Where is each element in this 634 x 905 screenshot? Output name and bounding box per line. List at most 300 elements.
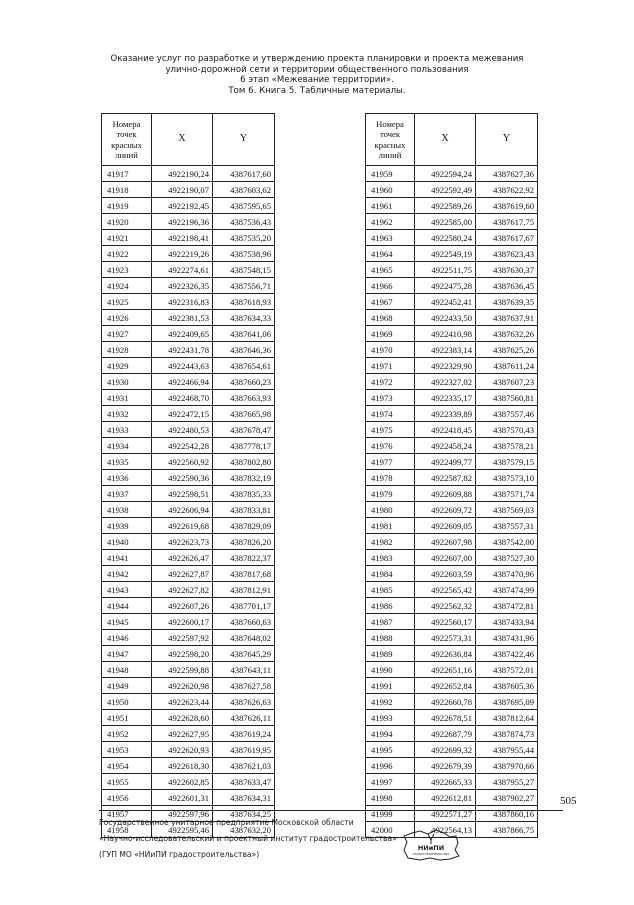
point-number-cell: 41992 <box>366 694 415 710</box>
point-number-cell: 41988 <box>366 630 415 646</box>
x-coordinate-cell: 4922329,90 <box>415 358 476 374</box>
point-number-cell: 41977 <box>366 454 415 470</box>
table-row <box>366 406 538 422</box>
table-row <box>102 646 275 662</box>
table-body-right <box>366 166 538 838</box>
x-coordinate-cell: 4922626,47 <box>152 550 213 566</box>
table-row <box>366 694 538 710</box>
point-number-cell: 41959 <box>366 166 415 182</box>
point-number-cell: 41939 <box>102 518 152 534</box>
x-coordinate-cell: 4922699,32 <box>415 742 476 758</box>
table-header-row <box>366 114 538 166</box>
point-number-cell: 41934 <box>102 438 152 454</box>
table-row <box>102 438 275 454</box>
point-number-cell: 41975 <box>366 422 415 438</box>
header-line-4: Том 6. Книга 5. Табличные материалы. <box>228 85 406 96</box>
x-coordinate-cell: 4922383,14 <box>415 342 476 358</box>
point-number-cell: 41954 <box>102 758 152 774</box>
table-row <box>102 550 275 566</box>
table-row <box>366 278 538 294</box>
point-number-cell: 41969 <box>366 326 415 342</box>
point-number-cell: 41985 <box>366 582 415 598</box>
x-coordinate-cell: 4922573,31 <box>415 630 476 646</box>
header-line-3: 6 этап «Межевание территории». <box>240 75 394 86</box>
table-row <box>366 790 538 806</box>
y-coordinate-cell: 4387778,17 <box>213 438 275 454</box>
x-coordinate-cell: 4922598,51 <box>152 486 213 502</box>
point-number-cell: 41933 <box>102 422 152 438</box>
point-number-cell: 41974 <box>366 406 415 422</box>
y-coordinate-cell: 4387625,26 <box>476 342 538 358</box>
x-coordinate-cell: 4922592,49 <box>415 182 476 198</box>
x-coordinate-cell: 4922190,07 <box>152 182 213 198</box>
x-coordinate-cell: 4922627,82 <box>152 582 213 598</box>
footer-line-1: Государственное унитарное предприятие Московской области <box>99 818 354 827</box>
y-coordinate-cell: 4387802,80 <box>213 454 275 470</box>
point-number-cell: 42000 <box>366 822 415 838</box>
x-coordinate-cell: 4922597,92 <box>152 630 213 646</box>
table-header-row <box>102 114 275 166</box>
table-row <box>366 374 538 390</box>
y-coordinate-cell: 4387701,17 <box>213 598 275 614</box>
y-coordinate-cell: 4387607,23 <box>476 374 538 390</box>
y-coordinate-cell: 4387619,60 <box>476 198 538 214</box>
table-row <box>102 614 275 630</box>
y-coordinate-cell: 4387695,09 <box>476 694 538 710</box>
table-row <box>102 294 275 310</box>
x-coordinate-cell: 4922623,44 <box>152 694 213 710</box>
x-coordinate-cell: 4922443,63 <box>152 358 213 374</box>
table-row <box>102 278 275 294</box>
y-coordinate-cell: 4387623,43 <box>476 246 538 262</box>
point-number-cell: 41940 <box>102 534 152 550</box>
point-number-cell: 41955 <box>102 774 152 790</box>
point-number-cell: 41963 <box>366 230 415 246</box>
y-coordinate-cell: 4387619,24 <box>213 726 275 742</box>
x-coordinate-cell: 4922687,79 <box>415 726 476 742</box>
table-row <box>366 454 538 470</box>
coordinates-table-right <box>365 113 538 838</box>
x-coordinate-cell: 4922607,98 <box>415 534 476 550</box>
x-coordinate-cell: 4922585,00 <box>415 214 476 230</box>
point-number-cell: 41962 <box>366 214 415 230</box>
document-header <box>0 54 634 96</box>
y-coordinate-cell: 4387654,61 <box>213 358 275 374</box>
point-number-cell: 41952 <box>102 726 152 742</box>
x-coordinate-cell: 4922326,35 <box>152 278 213 294</box>
table-row <box>102 582 275 598</box>
x-coordinate-cell: 4922433,50 <box>415 310 476 326</box>
x-coordinate-cell: 4922409,65 <box>152 326 213 342</box>
table-row <box>102 678 275 694</box>
y-coordinate-cell: 4387866,75 <box>476 822 538 838</box>
point-number-cell: 41957 <box>102 806 152 822</box>
x-coordinate-cell: 4922335,17 <box>415 390 476 406</box>
x-coordinate-cell: 4922618,30 <box>152 758 213 774</box>
table-row <box>102 374 275 390</box>
y-coordinate-cell: 4387660,23 <box>213 374 275 390</box>
y-coordinate-cell: 4387634,25 <box>213 806 275 822</box>
y-coordinate-cell: 4387902,27 <box>476 790 538 806</box>
point-number-cell: 41999 <box>366 806 415 822</box>
x-coordinate-cell: 4922595,46 <box>152 822 213 838</box>
y-coordinate-cell: 4387571,74 <box>476 486 538 502</box>
point-number-cell: 41951 <box>102 710 152 726</box>
table-row <box>366 470 538 486</box>
table-row <box>366 310 538 326</box>
table-row <box>366 438 538 454</box>
x-coordinate-cell: 4922606,94 <box>152 502 213 518</box>
x-coordinate-cell: 4922198,41 <box>152 230 213 246</box>
y-coordinate-cell: 4387817,68 <box>213 566 275 582</box>
x-coordinate-cell: 4922499,77 <box>415 454 476 470</box>
y-coordinate-cell: 4387860,16 <box>476 806 538 822</box>
x-coordinate-cell: 4922410,98 <box>415 326 476 342</box>
table-row <box>366 630 538 646</box>
column-header-y: Y <box>476 114 538 166</box>
point-number-cell: 41931 <box>102 390 152 406</box>
table-row <box>102 726 275 742</box>
y-coordinate-cell: 4387874,73 <box>476 726 538 742</box>
x-coordinate-cell: 4922609,88 <box>415 486 476 502</box>
y-coordinate-cell: 4387646,36 <box>213 342 275 358</box>
table-row <box>366 566 538 582</box>
col-header-line: точек <box>379 129 401 139</box>
y-coordinate-cell: 4387630,37 <box>476 262 538 278</box>
column-header-point-number <box>102 114 152 166</box>
point-number-cell: 41981 <box>366 518 415 534</box>
point-number-cell: 41924 <box>102 278 152 294</box>
table-row <box>366 726 538 742</box>
y-coordinate-cell: 4387643,11 <box>213 662 275 678</box>
point-number-cell: 41928 <box>102 342 152 358</box>
point-number-cell: 41966 <box>366 278 415 294</box>
y-coordinate-cell: 4387433,94 <box>476 614 538 630</box>
y-coordinate-cell: 4387569,03 <box>476 502 538 518</box>
footer <box>99 815 397 863</box>
column-header-x: X <box>152 114 213 166</box>
x-coordinate-cell: 4922607,00 <box>415 550 476 566</box>
point-number-cell: 41936 <box>102 470 152 486</box>
y-coordinate-cell: 4387611,24 <box>476 358 538 374</box>
table-row <box>366 518 538 534</box>
table-row <box>102 166 275 182</box>
point-number-cell: 41920 <box>102 214 152 230</box>
y-coordinate-cell: 4387542,00 <box>476 534 538 550</box>
y-coordinate-cell: 4387548,15 <box>213 262 275 278</box>
x-coordinate-cell: 4922623,73 <box>152 534 213 550</box>
x-coordinate-cell: 4922475,28 <box>415 278 476 294</box>
x-coordinate-cell: 4922590,36 <box>152 470 213 486</box>
x-coordinate-cell: 4922549,19 <box>415 246 476 262</box>
y-coordinate-cell: 4387627,58 <box>213 678 275 694</box>
page-number: 505 <box>560 795 577 807</box>
y-coordinate-cell: 4387560,81 <box>476 390 538 406</box>
x-coordinate-cell: 4922219,26 <box>152 246 213 262</box>
table-row <box>366 582 538 598</box>
point-number-cell: 41993 <box>366 710 415 726</box>
x-coordinate-cell: 4922571,27 <box>415 806 476 822</box>
table-body-left <box>102 166 275 838</box>
y-coordinate-cell: 4387665,98 <box>213 406 275 422</box>
point-number-cell: 41990 <box>366 662 415 678</box>
x-coordinate-cell: 4922598,20 <box>152 646 213 662</box>
footer-line-2: «Научно-исследовательский и проектный институт градостроительства» <box>99 834 397 843</box>
y-coordinate-cell: 4387641,06 <box>213 326 275 342</box>
x-coordinate-cell: 4922452,41 <box>415 294 476 310</box>
y-coordinate-cell: 4387626,63 <box>213 694 275 710</box>
point-number-cell: 41943 <box>102 582 152 598</box>
x-coordinate-cell: 4922678,51 <box>415 710 476 726</box>
x-coordinate-cell: 4922602,85 <box>152 774 213 790</box>
x-coordinate-cell: 4922564,13 <box>415 822 476 838</box>
point-number-cell: 41986 <box>366 598 415 614</box>
point-number-cell: 41926 <box>102 310 152 326</box>
x-coordinate-cell: 4922327,02 <box>415 374 476 390</box>
table-row <box>102 486 275 502</box>
y-coordinate-cell: 4387833,81 <box>213 502 275 518</box>
point-number-cell: 41953 <box>102 742 152 758</box>
x-coordinate-cell: 4922466,94 <box>152 374 213 390</box>
header-line-2: улично-дорожной сети и территории общественного пользования <box>165 64 469 75</box>
col-header-line: линий <box>115 150 138 160</box>
y-coordinate-cell: 4387812,64 <box>476 710 538 726</box>
x-coordinate-cell: 4922660,78 <box>415 694 476 710</box>
table-row <box>366 662 538 678</box>
table-row <box>102 742 275 758</box>
y-coordinate-cell: 4387535,20 <box>213 230 275 246</box>
col-header-line: линий <box>378 150 402 160</box>
table-row <box>102 470 275 486</box>
y-coordinate-cell: 4387570,43 <box>476 422 538 438</box>
y-coordinate-cell: 4387618,93 <box>213 294 275 310</box>
x-coordinate-cell: 4922601,31 <box>152 790 213 806</box>
x-coordinate-cell: 4922192,45 <box>152 198 213 214</box>
point-number-cell: 41978 <box>366 470 415 486</box>
x-coordinate-cell: 4922665,33 <box>415 774 476 790</box>
footer-divider <box>99 810 563 811</box>
x-coordinate-cell: 4922652,84 <box>415 678 476 694</box>
table-row <box>366 358 538 374</box>
logo-subtext: ГРАДОСТРОИТЕЛЬСТВА <box>412 852 450 856</box>
x-coordinate-cell: 4922274,61 <box>152 262 213 278</box>
x-coordinate-cell: 4922468,70 <box>152 390 213 406</box>
table-row <box>366 646 538 662</box>
col-header-line: точек <box>116 129 137 139</box>
table-row <box>102 758 275 774</box>
y-coordinate-cell: 4387621,03 <box>213 758 275 774</box>
table-row <box>366 342 538 358</box>
x-coordinate-cell: 4922589,26 <box>415 198 476 214</box>
table-row <box>102 214 275 230</box>
point-number-cell: 41922 <box>102 246 152 262</box>
x-coordinate-cell: 4922339,89 <box>415 406 476 422</box>
point-number-cell: 41984 <box>366 566 415 582</box>
table-row <box>102 454 275 470</box>
y-coordinate-cell: 4387431,96 <box>476 630 538 646</box>
x-coordinate-cell: 4922609,05 <box>415 518 476 534</box>
y-coordinate-cell: 4387617,60 <box>213 166 275 182</box>
table-row <box>366 390 538 406</box>
point-number-cell: 41949 <box>102 678 152 694</box>
x-coordinate-cell: 4922620,93 <box>152 742 213 758</box>
x-coordinate-cell: 4922458,24 <box>415 438 476 454</box>
x-coordinate-cell: 4922627,95 <box>152 726 213 742</box>
table-row <box>366 214 538 230</box>
y-coordinate-cell: 4387595,65 <box>213 198 275 214</box>
point-number-cell: 41956 <box>102 790 152 806</box>
y-coordinate-cell: 4387822,37 <box>213 550 275 566</box>
x-coordinate-cell: 4922599,88 <box>152 662 213 678</box>
y-coordinate-cell: 4387955,27 <box>476 774 538 790</box>
point-number-cell: 41930 <box>102 374 152 390</box>
y-coordinate-cell: 4387557,31 <box>476 518 538 534</box>
x-coordinate-cell: 4922480,53 <box>152 422 213 438</box>
table-row <box>366 598 538 614</box>
x-coordinate-cell: 4922597,96 <box>152 806 213 822</box>
point-number-cell: 41971 <box>366 358 415 374</box>
point-number-cell: 41998 <box>366 790 415 806</box>
y-coordinate-cell: 4387622,92 <box>476 182 538 198</box>
x-coordinate-cell: 4922636,84 <box>415 646 476 662</box>
col-header-line: красных <box>374 139 406 150</box>
table-row <box>102 502 275 518</box>
point-number-cell: 41950 <box>102 694 152 710</box>
y-coordinate-cell: 4387645,29 <box>213 646 275 662</box>
column-header-point-number <box>366 114 415 166</box>
table-row <box>366 502 538 518</box>
y-coordinate-cell: 4387637,91 <box>476 310 538 326</box>
x-coordinate-cell: 4922472,15 <box>152 406 213 422</box>
col-header-line: красных <box>111 139 142 150</box>
point-number-cell: 41972 <box>366 374 415 390</box>
point-number-cell: 41958 <box>102 822 152 838</box>
nipi-logo <box>398 828 464 862</box>
y-coordinate-cell: 4387619,95 <box>213 742 275 758</box>
y-coordinate-cell: 4387639,35 <box>476 294 538 310</box>
y-coordinate-cell: 4387536,43 <box>213 214 275 230</box>
table-row <box>366 534 538 550</box>
y-coordinate-cell: 4387603,62 <box>213 182 275 198</box>
y-coordinate-cell: 4387829,09 <box>213 518 275 534</box>
point-number-cell: 41983 <box>366 550 415 566</box>
y-coordinate-cell: 4387812,91 <box>213 582 275 598</box>
footer-line-3: (ГУП МО «НИиПИ градостроительства») <box>99 850 260 859</box>
table-row <box>366 710 538 726</box>
column-header-y: Y <box>213 114 275 166</box>
point-number-cell: 41997 <box>366 774 415 790</box>
point-number-cell: 41989 <box>366 646 415 662</box>
point-number-cell: 41961 <box>366 198 415 214</box>
point-number-cell: 41946 <box>102 630 152 646</box>
point-number-cell: 41976 <box>366 438 415 454</box>
y-coordinate-cell: 4387632,20 <box>213 822 275 838</box>
y-coordinate-cell: 4387634,31 <box>213 790 275 806</box>
table-row <box>366 166 538 182</box>
table-row <box>366 774 538 790</box>
table-row <box>366 742 538 758</box>
x-coordinate-cell: 4922381,53 <box>152 310 213 326</box>
point-number-cell: 41947 <box>102 646 152 662</box>
col-header-line: Номера <box>112 118 141 129</box>
table-row <box>366 294 538 310</box>
point-number-cell: 41917 <box>102 166 152 182</box>
y-coordinate-cell: 4387556,71 <box>213 278 275 294</box>
table-row <box>102 630 275 646</box>
table-row <box>102 710 275 726</box>
table-row <box>102 198 275 214</box>
table-row <box>102 518 275 534</box>
table-row <box>366 486 538 502</box>
point-number-cell: 41996 <box>366 758 415 774</box>
table-row <box>102 774 275 790</box>
y-coordinate-cell: 4387573,10 <box>476 470 538 486</box>
y-coordinate-cell: 4387422,46 <box>476 646 538 662</box>
y-coordinate-cell: 4387538,96 <box>213 246 275 262</box>
point-number-cell: 41980 <box>366 502 415 518</box>
x-coordinate-cell: 4922620,98 <box>152 678 213 694</box>
point-number-cell: 41941 <box>102 550 152 566</box>
point-number-cell: 41964 <box>366 246 415 262</box>
table-row <box>102 598 275 614</box>
table-row <box>102 342 275 358</box>
point-number-cell: 41965 <box>366 262 415 278</box>
point-number-cell: 41979 <box>366 486 415 502</box>
x-coordinate-cell: 4922679,39 <box>415 758 476 774</box>
point-number-cell: 41987 <box>366 614 415 630</box>
x-coordinate-cell: 4922600,17 <box>152 614 213 630</box>
table-row <box>102 534 275 550</box>
point-number-cell: 41919 <box>102 198 152 214</box>
x-coordinate-cell: 4922196,36 <box>152 214 213 230</box>
table-row <box>366 550 538 566</box>
y-coordinate-cell: 4387832,19 <box>213 470 275 486</box>
x-coordinate-cell: 4922612,81 <box>415 790 476 806</box>
table-row <box>102 230 275 246</box>
x-coordinate-cell: 4922565,42 <box>415 582 476 598</box>
x-coordinate-cell: 4922431,78 <box>152 342 213 358</box>
y-coordinate-cell: 4387627,36 <box>476 166 538 182</box>
y-coordinate-cell: 4387572,01 <box>476 662 538 678</box>
y-coordinate-cell: 4387470,96 <box>476 566 538 582</box>
y-coordinate-cell: 4387557,46 <box>476 406 538 422</box>
y-coordinate-cell: 4387835,33 <box>213 486 275 502</box>
logo-text: НИиПИ <box>417 844 445 852</box>
table-row <box>366 758 538 774</box>
point-number-cell: 41938 <box>102 502 152 518</box>
x-coordinate-cell: 4922594,24 <box>415 166 476 182</box>
table-row <box>366 182 538 198</box>
point-number-cell: 41970 <box>366 342 415 358</box>
table-row <box>366 678 538 694</box>
y-coordinate-cell: 4387605,36 <box>476 678 538 694</box>
y-coordinate-cell: 4387970,66 <box>476 758 538 774</box>
y-coordinate-cell: 4387633,47 <box>213 774 275 790</box>
table-row <box>102 662 275 678</box>
x-coordinate-cell: 4922609,72 <box>415 502 476 518</box>
x-coordinate-cell: 4922316,83 <box>152 294 213 310</box>
table-row <box>102 422 275 438</box>
point-number-cell: 41973 <box>366 390 415 406</box>
y-coordinate-cell: 4387663,93 <box>213 390 275 406</box>
y-coordinate-cell: 4387660,63 <box>213 614 275 630</box>
point-number-cell: 41942 <box>102 566 152 582</box>
point-number-cell: 41925 <box>102 294 152 310</box>
x-coordinate-cell: 4922560,92 <box>152 454 213 470</box>
table-row <box>102 406 275 422</box>
y-coordinate-cell: 4387579,15 <box>476 454 538 470</box>
table-row <box>366 246 538 262</box>
